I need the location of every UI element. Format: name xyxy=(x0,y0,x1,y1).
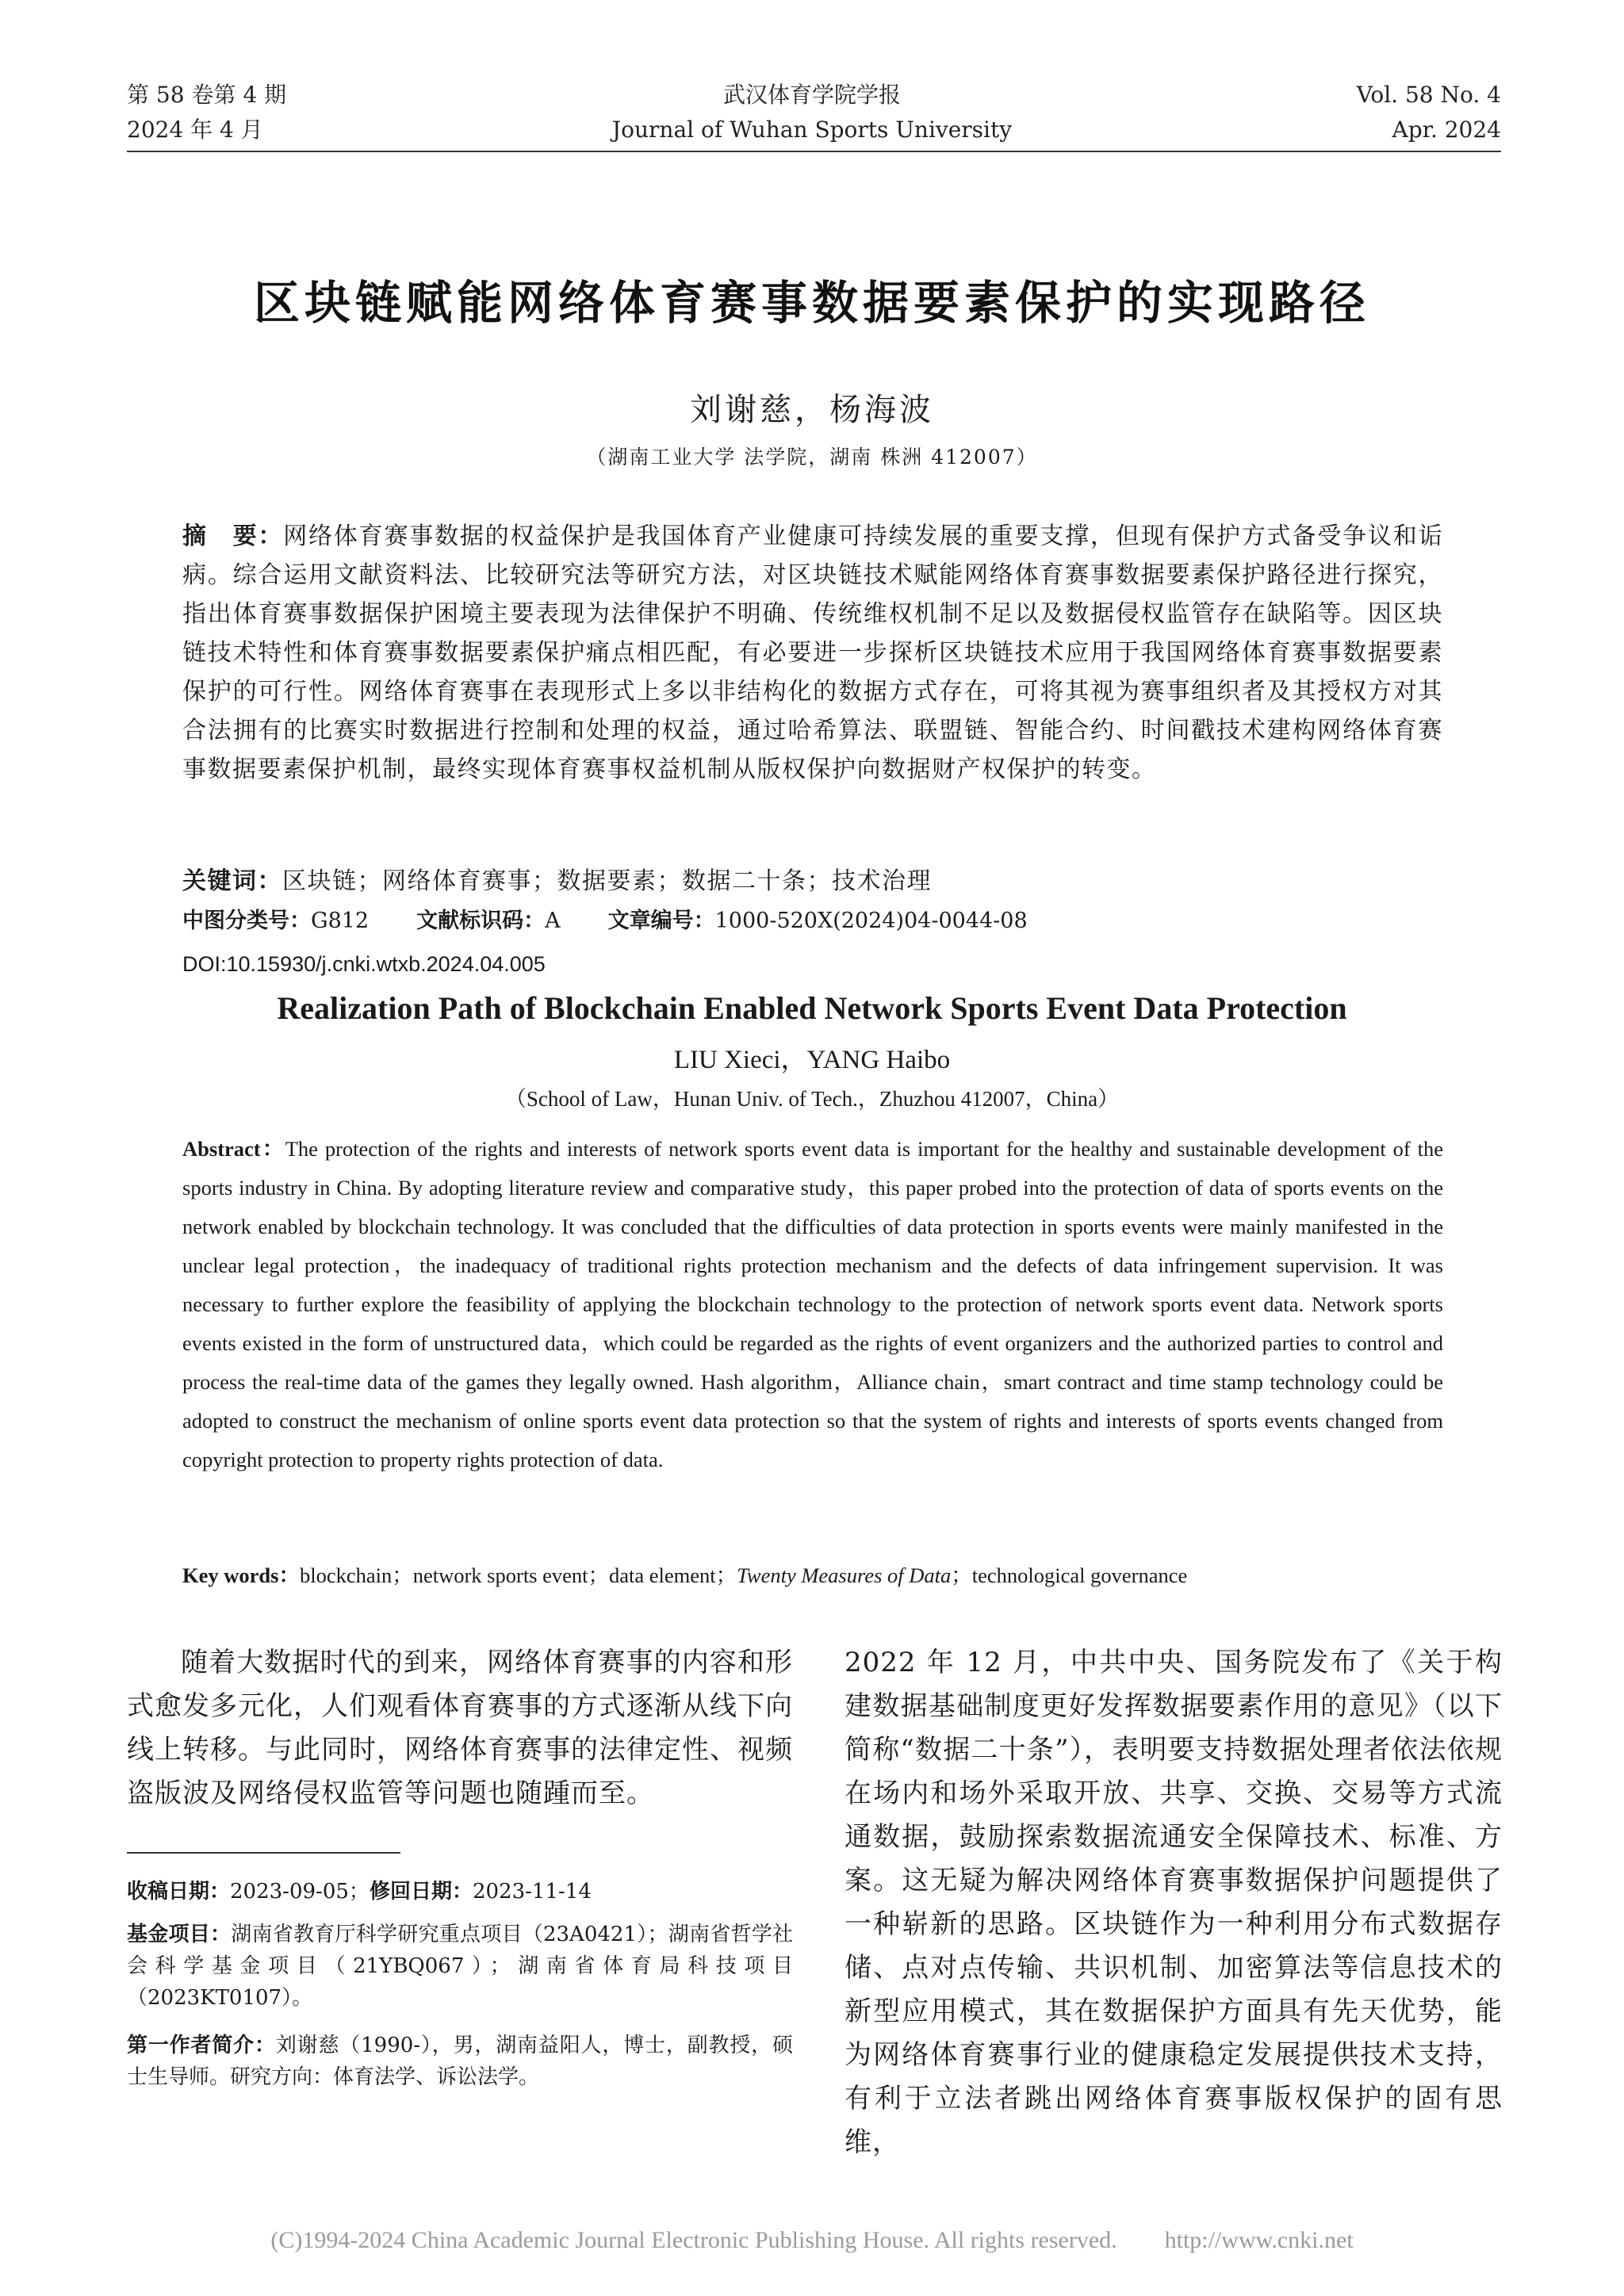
revised-date: 2023-11-14 xyxy=(472,1880,592,1904)
abstract-label-cn: 摘 要： xyxy=(182,522,284,550)
article-no-label: 文章编号： xyxy=(607,909,715,933)
date-en: Apr. 2024 xyxy=(1392,117,1501,143)
abstract-text-cn: 网络体育赛事数据的权益保护是我国体育产业健康可持续发展的重要支撑，但现有保护方式备受争议和诟病。综合运用文献资料法、比较研究法等研究方法，对区块链技术赋能网络体育赛事数据要素保护路径进行探究，指出体育赛事数据保护困境主要表现为法律保护不明确、传统维权机制不足以及数据侵权监管存在缺陷等。因区块链技术特性和体育赛事数据要素保护痛点相匹配，有必要进一步探析区块链技术应用于我国网络体育赛事数据要素保护的可行性。网络体育赛事在表现形式上多以非结构化的数据方式存在，可将其视为赛事组织者及其授权方对其合法拥有的比赛实时数据进行控制和处理的权益，通过哈希算法、联盟链、智能合约、时间戳技术建构网络体育赛事数据要素保护机制，最终实现体育赛事权益机制从版权保护向数据财产权保护的转变。 xyxy=(182,522,1444,783)
abstract-label-en: Abstract： xyxy=(182,1137,285,1161)
footnote-fund xyxy=(127,1919,793,2014)
footnote-rule xyxy=(127,1852,400,1854)
doc-code-value: A xyxy=(545,909,561,933)
journal-name-cn: 武汉体育学院学报 xyxy=(722,82,901,108)
keywords-cn xyxy=(182,864,1443,899)
footnote-dates xyxy=(127,1876,793,1908)
body-right-column: 2022 年 12 月，中共中央、国务院发布了《关于构建数据基础制度更好发挥数据要素作用的意见》（以下简称“数据二十条”），表明要支持数据处理者依法依规在场内和场外采取开放、共享、交换、交易等方式流通数据，鼓励探索数据流通安全保障技术、标准、方案。这无疑为解决网络体育赛事数据保护问题提供了一种崭新的思路。区块链作为一种利用分布式数据存储、点对点传输、共识机制、加密算法等信息技术的新型应用模式，其在数据保护方面具有先天优势，能为网络体育赛事行业的健康稳定发展提供技术支持，有利于立法者跳出网络体育赛事版权保护的固有思维， xyxy=(845,1647,1503,2158)
body-left-column: 随着大数据时代的到来，网络体育赛事的内容和形式愈发多元化，人们观看体育赛事的方式逐渐从线下向线上转移。与此同时，网络体育赛事的法律定性、视频盗版波及网络侵权监管等问题也随踵而至。 xyxy=(127,1647,793,1809)
article-title-en: Realization Path of Blockchain Enabled Network Sports Event Data Protection xyxy=(277,990,1347,1026)
revised-label: 修回日期： xyxy=(369,1880,473,1904)
keywords-text-cn: 区块链；网络体育赛事；数据要素；数据二十条；技术治理 xyxy=(282,867,932,895)
classification-row xyxy=(182,905,1443,937)
article-title-cn: 区块链赋能网络体育赛事数据要素保护的实现路径 xyxy=(253,276,1370,330)
doc-code-label: 文献标识码： xyxy=(416,909,546,933)
volume-issue-cn: 第 58 卷第 4 期 xyxy=(127,82,287,108)
abstract-cn xyxy=(182,517,1443,789)
clc-label: 中图分类号： xyxy=(182,909,311,933)
keywords-italic-en: Twenty Measures of Data xyxy=(737,1563,952,1587)
received-label: 收稿日期： xyxy=(127,1880,231,1904)
affiliation-en: （School of Law，Hunan Univ. of Tech.，Zhuzhou 412007，China） xyxy=(504,1087,1120,1111)
copyright-footer: (C)1994-2024 China Academic Journal Electronic Publishing House. All rights reserved. http://www.cnki.net xyxy=(270,2227,1354,2253)
article-no-value: 1000-520X(2024)04-0044-08 xyxy=(714,909,1028,933)
author-bio-text: 刘谢慈（1990-），男，湖南益阳人，博士，副教授，硕士生导师。研究方向：体育法学、诉讼法学。 xyxy=(127,2034,793,2089)
affiliation-cn: （湖南工业大学 法学院，湖南 株洲 412007） xyxy=(586,446,1038,469)
author-bio-label: 第一作者简介： xyxy=(127,2034,276,2057)
keywords-text-en: blockchain；network sports event；data element； xyxy=(299,1563,737,1587)
clc-value: G812 xyxy=(311,909,370,933)
keywords-tail-en: ；technological governance xyxy=(951,1563,1188,1587)
keywords-label-cn: 关键词： xyxy=(182,867,282,895)
keywords-en xyxy=(182,1558,1443,1593)
abstract-en xyxy=(182,1130,1443,1479)
date-cn: 2024 年 4 月 xyxy=(127,117,263,143)
journal-name-en: Journal of Wuhan Sports University xyxy=(611,117,1013,143)
fund-label: 基金项目： xyxy=(127,1923,232,1946)
fund-text: 湖南省教育厅科学研究重点项目（23A0421）；湖南省哲学社会科学基金项目（21YBQ067）；湖南省体育局科技项目（2023KT0107）。 xyxy=(127,1923,793,2010)
doi[interactable]: DOI:10.15930/j.cnki.wtxb.2024.04.005 xyxy=(182,952,546,976)
volume-issue-en: Vol. 58 No. 4 xyxy=(1356,82,1501,108)
received-date: 2023-09-05； xyxy=(230,1880,370,1904)
authors-cn: 刘谢慈，杨海波 xyxy=(690,392,934,428)
journal-volume-issue-en xyxy=(1357,78,1501,147)
authors-en: LIU Xieci，YANG Haibo xyxy=(673,1046,951,1074)
footnote-author xyxy=(127,2030,793,2093)
keywords-label-en: Key words： xyxy=(182,1563,300,1587)
header-rule xyxy=(127,151,1501,152)
abstract-text-en: The protection of the rights and interests of network sports event data is important for the healthy and sustainable development of the sports industry in China. By adopting literature review and comparative study，this paper probed into the protection of data of sports events on the network enabled by blockchain technology. It was concluded that the difficulties of data protection in sports events were mainly manifested in the unclear legal protection，the inadequacy of traditional rights protection mechanism and the defects of data infringement supervision. It was necessary to further explore the feasibility of applying the blockchain technology to the protection of network sports event data. Network sports events existed in the form of unstructured data，which could be regarded as the rights of event organizers and the authorized parties to control and process the real-time data of the games they legally owned. Hash algorithm，Alliance chain，smart contract and time stamp technology could be adopted to construct the mechanism of online sports event data protection so that the system of rights and interests of sports events changed from copyright protection to property rights protection of data. xyxy=(182,1137,1443,1471)
